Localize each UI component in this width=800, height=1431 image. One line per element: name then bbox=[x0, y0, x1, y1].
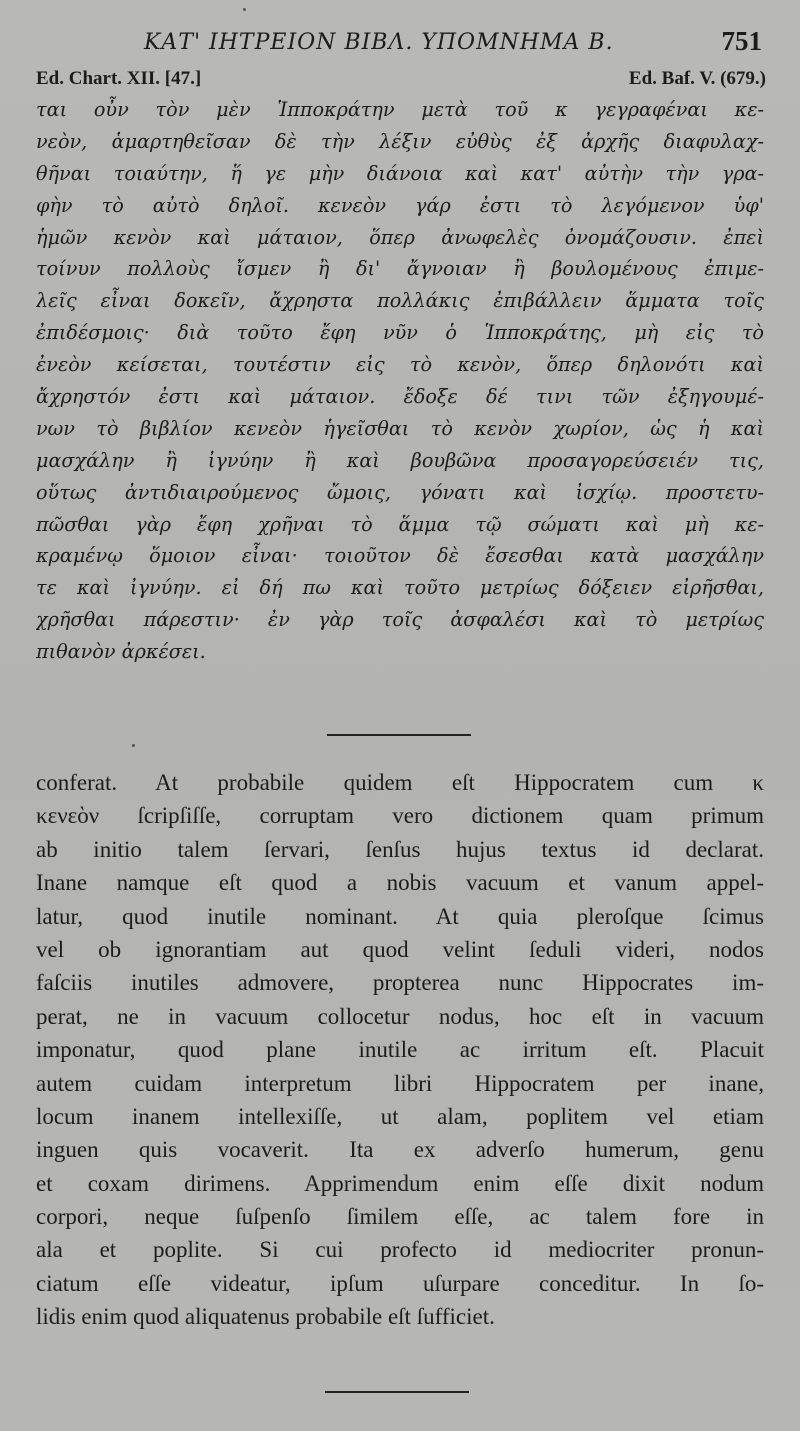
page-header bbox=[36, 26, 766, 62]
latin-line: faſciis inutiles admovere, propterea nunc Hippocrates im- bbox=[36, 970, 764, 996]
latin-line: autem cuidam interpretum libri Hippocratem per inane, bbox=[36, 1070, 764, 1096]
greek-line: τε καὶ ἰγνύην. εἰ δή πω καὶ τοῦτο μετρίως δόξειεν εἰρῆσθαι, bbox=[36, 576, 764, 600]
latin-line: lidis enim quod aliquatenus probabile eſt ſufficiet. bbox=[36, 1304, 495, 1330]
greek-line: θῆναι τοιαύτην, ἥ γε μὴν διάνοια καὶ κατ' αὐτὴν τὴν γρα- bbox=[36, 161, 764, 185]
greek-line: νων τὸ βιβλίον κενεὸν ἡγεῖσθαι τὸ κενὸν χωρίον, ὡς ἡ καὶ bbox=[36, 416, 764, 440]
greek-line: μασχάλην ἢ ἰγνύην ἢ καὶ βουβῶνα προσαγορεύσειέν τις, bbox=[36, 448, 764, 472]
latin-line: locum inanem intellexiſſe, ut alam, poplitem vel etiam bbox=[36, 1103, 764, 1129]
greek-line: νεὸν, ἁμαρτηθεῖσαν δὲ τὴν λέξιν εὐθὺς ἐξ ἀρχῆς διαφυλαχ- bbox=[36, 129, 764, 153]
latin-line: Inane namque eſt quod a nobis vacuum et vanum appel- bbox=[36, 870, 764, 896]
edition-reference-line bbox=[36, 68, 766, 92]
page-number: 751 bbox=[721, 26, 762, 56]
greek-line: πῶσθαι γὰρ ἔφη χρῆναι τὸ ἅμμα τῷ σώματι καὶ μὴ κε- bbox=[36, 512, 764, 536]
latin-line: imponatur, quod plane inutile ac irritum eſt. Placuit bbox=[36, 1037, 764, 1063]
greek-text-block bbox=[36, 94, 764, 668]
greek-line: οὕτως ἀντιδιαιρούμενος ὤμοις, γόνατι καὶ ἰσχίῳ. προστετυ- bbox=[36, 480, 764, 504]
greek-line: ἐπιδέσμοις· διὰ τοῦτο ἔφη νῦν ὁ Ἱπποκράτης, μὴ εἰς τὸ bbox=[36, 321, 764, 345]
latin-line: corpori, neque ſuſpenſo ſimilem eſſe, ac talem fore in bbox=[36, 1204, 764, 1230]
greek-line: χρῆσθαι πάρεστιν· ἐν γὰρ τοῖς ἀσφαλέσι καὶ τὸ μετρίως bbox=[36, 608, 764, 632]
greek-line: ἄχρηστόν ἐστι καὶ μάταιον. ἔδοξε δέ τινι τῶν ἐξηγουμέ- bbox=[36, 385, 764, 409]
section-divider bbox=[327, 734, 471, 736]
running-title: ΚΑΤ' ΙΗΤΡΕΙΟΝ ΒΙΒΛ. ΥΠΟΜΝΗΜΑ Β. bbox=[144, 30, 614, 55]
latin-line: vel ob ignorantiam aut quod velint ſeduli videri, nodos bbox=[36, 936, 764, 962]
print-speck bbox=[243, 8, 246, 11]
greek-line: λεῖς εἶναι δοκεῖν, ἄχρηστα πολλάκις ἐπιβάλλειν ἅμματα τοῖς bbox=[36, 289, 764, 313]
latin-line: ciatum eſſe videatur, ipſum uſurpare conceditur. In ſo- bbox=[36, 1270, 764, 1296]
latin-line: conferat. At probabile quidem eſt Hippocratem cum κ bbox=[36, 770, 764, 795]
edition-basel-reference: Ed. Baf. V. (679.) bbox=[628, 68, 766, 89]
greek-line: πιθανὸν ἀρκέσει. bbox=[36, 640, 206, 664]
greek-line: ται οὖν τὸν μὲν Ἱπποκράτην μετὰ τοῦ κ γεγραφέναι κε- bbox=[36, 98, 764, 121]
greek-line: τοίνυν πολλοὺς ἴσμεν ἢ δι' ἄγνοιαν ἢ βουλομένους ἐπιμε- bbox=[36, 257, 764, 281]
greek-line: κραμένῳ ὅμοιον εἶναι· τοιοῦτον δὲ ἔσεσθαι κατὰ μασχάλην bbox=[36, 544, 764, 568]
latin-line: ala et poplite. Si cui profecto id mediocriter pronun- bbox=[36, 1237, 764, 1263]
latin-line: inguen quis vocaverit. Ita ex adverſo humerum, genu bbox=[36, 1137, 764, 1163]
print-speck bbox=[132, 744, 135, 747]
greek-line: φὴν τὸ αὐτὸ δηλοῖ. κενεὸν γάρ ἐστι τὸ λεγόμενον ὑφ' bbox=[36, 193, 764, 217]
section-divider bbox=[325, 1391, 469, 1393]
greek-line: ἐνεὸν κείσεται, τουτέστιν εἰς τὸ κενὸν, ὅπερ δηλονότι καὶ bbox=[36, 353, 764, 377]
edition-chart-reference: Ed. Chart. XII. [47.] bbox=[36, 68, 202, 89]
latin-line: et coxam dirimens. Apprimendum enim eſſe dixit nodum bbox=[36, 1170, 764, 1196]
latin-line: latur, quod inutile nominant. At quia pleroſque ſcimus bbox=[36, 903, 764, 929]
latin-line: ab initio talem ſervari, ſenſus hujus textus id declarat. bbox=[36, 836, 764, 862]
latin-line: κενεὸν ſcripſiſſe, corruptam vero dictionem quam primum bbox=[36, 803, 764, 829]
latin-line: perat, ne in vacuum collocetur nodus, hoc eſt in vacuum bbox=[36, 1003, 764, 1029]
latin-text-block bbox=[36, 766, 764, 1334]
greek-line: ἡμῶν κενὸν καὶ μάταιον, ὅπερ ἀνωφελὲς ὀνομάζουσιν. ἐπεὶ bbox=[36, 225, 764, 249]
